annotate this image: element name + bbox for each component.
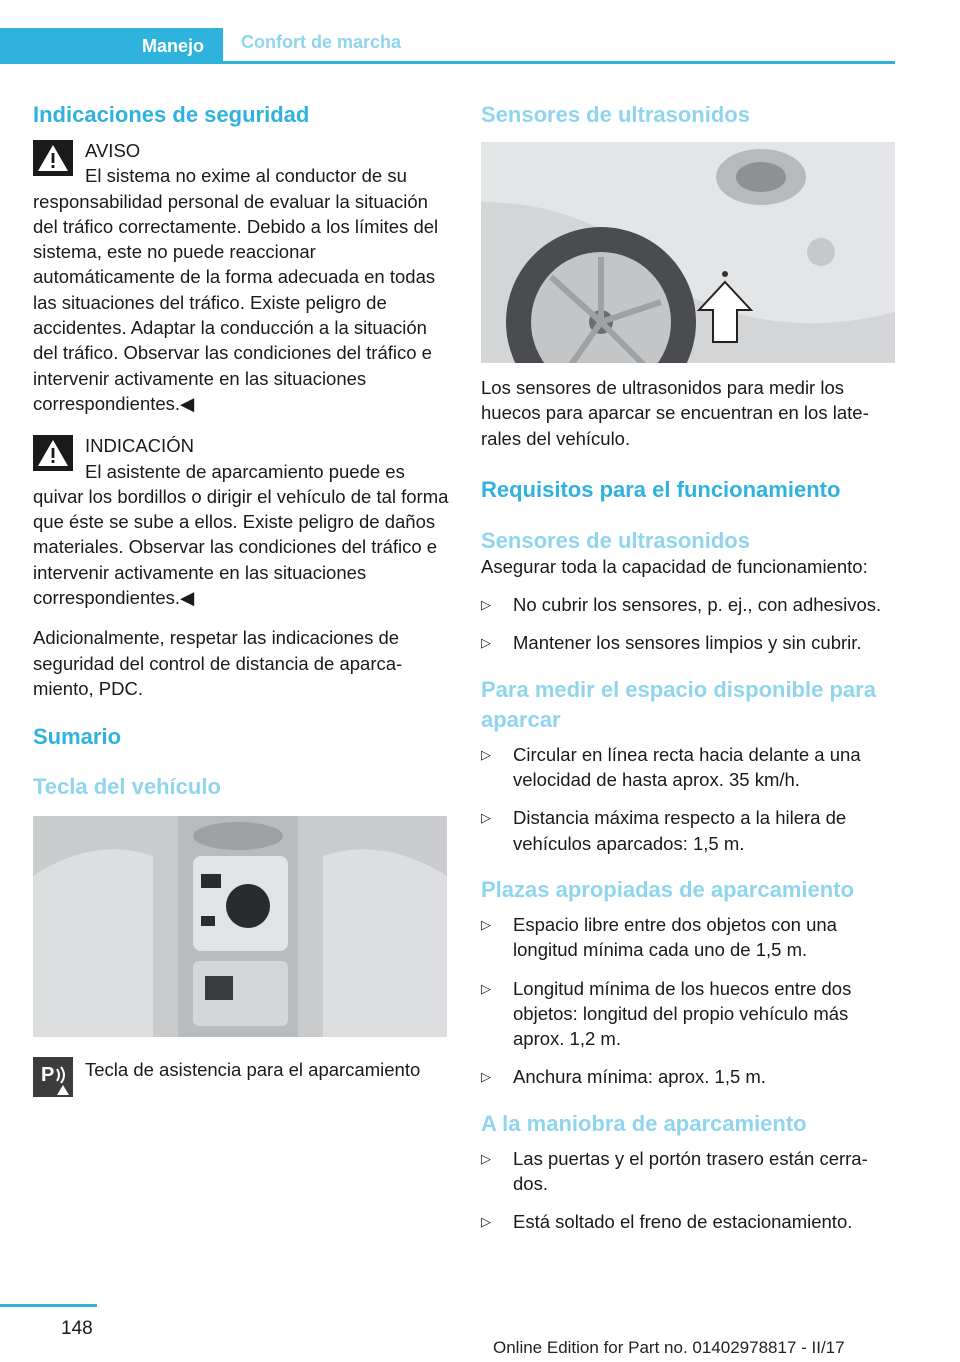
list-item: ▷ Circular en línea recta hacia delante a una velocidad de hasta aprox. 35 km/h.	[481, 742, 895, 793]
svg-text:P: P	[41, 1064, 55, 1087]
parking-assist-button-icon	[33, 1057, 73, 1097]
warning-label: INDICACIÓN	[85, 435, 194, 457]
list-item: ▷ Está soltado el freno de estacionamiento.	[481, 1209, 895, 1234]
header-tab-manejo[interactable]: Manejo	[123, 28, 223, 64]
center-console-photo	[33, 816, 447, 1037]
warning-text-first: El sistema no exime al conductor de su	[85, 165, 407, 187]
list-item: ▷ Anchura mínima: aprox. 1,5 m.	[481, 1064, 895, 1089]
section-title-requirements: Requisitos para el funcionamiento	[481, 476, 841, 502]
warning-block-indicacion	[33, 433, 449, 610]
left-column	[33, 100, 449, 1087]
list-item: ▷ Distancia máxima respecto a la hilera de vehículos aparcados: 1,5 m.	[481, 805, 895, 856]
warning-triangle-icon	[33, 435, 73, 471]
edition-note: Online Edition for Part no. 01402978817 - II/17	[493, 1338, 845, 1357]
header-tab-confort[interactable]: Confort de marcha	[241, 32, 402, 52]
additional-note: Adicionalmente, respetar las indicaciones de seguridad del control de distancia de aparcamiento, PDC.	[33, 627, 403, 699]
sensors-caption: Los sensores de ultrasonidos para medir los huecos para aparcar se encuentran en los laterales del vehículo.	[481, 377, 869, 449]
list-item: ▷ Mantener los sensores limpios y sin cubrir.	[481, 630, 895, 655]
list-item: ▷ Longitud mínima de los huecos entre dos objetos: longitud del propio vehículo más aprox. 1,2 m.	[481, 976, 895, 1052]
section-title-summary: Sumario	[33, 724, 122, 750]
warning-label: AVISO	[85, 140, 141, 161]
list-item: ▷ Las puertas y el portón trasero están cerrados.	[481, 1146, 895, 1197]
section-title-sensors: Sensores de ultrasonidos	[481, 102, 750, 127]
list-item: ▷ No cubrir los sensores, p. ej., con adhesivos.	[481, 592, 895, 617]
warning-block-aviso	[33, 138, 449, 416]
warning-triangle-icon	[33, 140, 73, 176]
list-item: ▷ Espacio libre entre dos objetos con una longitud mínima cada uno de 1,5 m.	[481, 912, 895, 963]
right-column	[481, 100, 895, 1235]
subsection-title-vehicle-button: Tecla del vehículo	[33, 774, 221, 800]
warning-text: quivar los bordillos o dirigir el vehículo de tal forma que éste se sube a ellos. Existe peligro de daños materiales. Observar las condiciones del tráfico e intervenir activamente en las situaciones correspondientes.◀	[33, 485, 449, 609]
subsection-title-sensors: Sensores de ultrasonidos	[481, 527, 750, 553]
header-rule	[0, 61, 895, 64]
button-caption-row	[33, 1057, 449, 1087]
button-caption: Tecla de asistencia para el aparcamiento	[85, 1059, 421, 1081]
header-tab-spacer	[0, 28, 123, 64]
page-number: 148	[61, 1318, 93, 1339]
warning-text: responsabilidad personal de evaluar la situación del tráfico correctamente. Debido a los límites del sistema, este no puede reaccionar automáticamente de la forma adecuada en todas las situaciones del tráfico. Existe peligro de accidentes. Adaptar la conducción a la situación del tráfico. Observar las condiciones del tráfico e intervenir activamente en las situaciones correspondientes.◀	[33, 190, 439, 414]
section-title-safety: Indicaciones de seguridad	[33, 102, 310, 127]
subsection-title-maneuver: A la maniobra de aparcamiento	[481, 1110, 807, 1136]
sensors-intro: Asegurar toda la capacidad de funcionamiento:	[481, 555, 868, 577]
footer-rule	[0, 1304, 97, 1307]
subsection-title-suitable-spots: Plazas apropiadas de aparcamiento	[481, 876, 854, 902]
subsection-title-measure: Para medir el espacio disponible para aparcar	[481, 676, 876, 732]
ultrasonic-sensor-photo	[481, 142, 895, 363]
warning-text-first: El asistente de aparcamiento puede es	[85, 460, 405, 482]
